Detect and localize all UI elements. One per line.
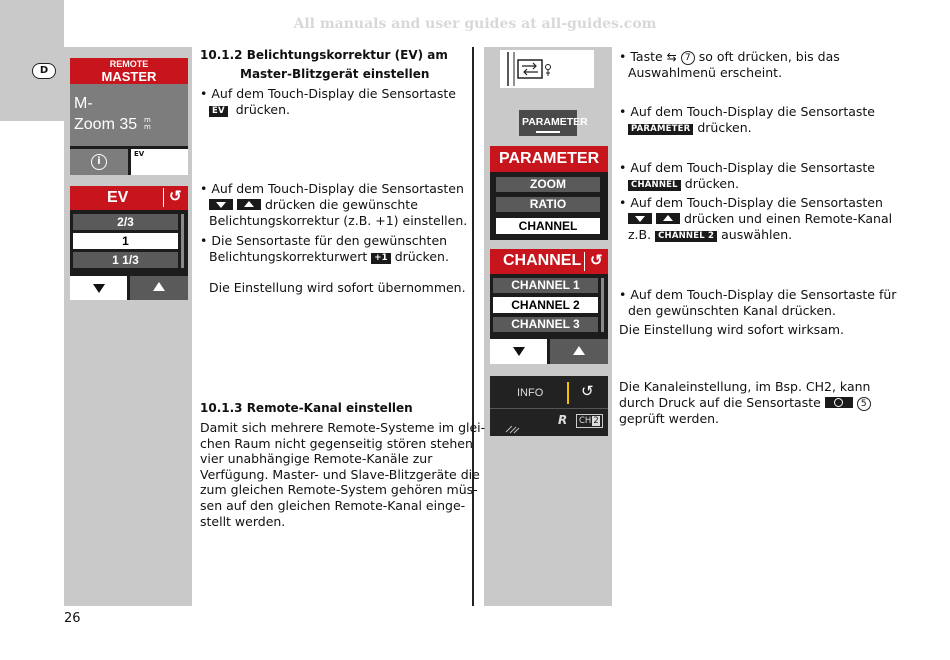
step-taste-line1 (619, 49, 840, 65)
check-line1: Die Kanaleinstellung, im Bsp. CH2, kann (619, 379, 871, 394)
remote-r-label: R (558, 413, 568, 427)
ev-title: EV (107, 189, 129, 206)
ev-step-3-line1: • Die Sensortaste für den gewünschten (200, 233, 448, 248)
master-title-bar (70, 58, 188, 84)
info-separator (567, 382, 569, 404)
check-line2 (619, 395, 871, 411)
section-1013-line: sen auf den gleichen Remote-Kanal einge- (200, 497, 466, 513)
ev-step-3-tail: drücken. (394, 249, 449, 264)
section-1013-line: Damit sich mehrere Remote-Systeme im glei- (200, 420, 486, 435)
ch-label: CH (579, 416, 592, 426)
section-1013-heading: 10.1.3 Remote-Kanal einstellen (200, 401, 413, 415)
info-icon: i (91, 154, 107, 170)
channel-1-item[interactable]: CHANNEL 1 (493, 278, 598, 293)
up-key-icon (656, 213, 680, 224)
ev-step-2-line2 (209, 197, 418, 213)
check-line3: geprüft werden. (619, 411, 720, 426)
section-1012-heading-line2: Master-Blitzgerät einstellen (240, 67, 430, 81)
channel-title: CHANNEL (503, 252, 582, 269)
remote-label: REMOTE (109, 59, 149, 69)
menu-item-zoom[interactable]: ZOOM (496, 177, 600, 192)
parameter-title: PARAMETER (499, 150, 600, 167)
channel-3-item[interactable]: CHANNEL 3 (493, 317, 598, 332)
down-key-icon (209, 199, 233, 210)
check-text-a: durch Druck auf die Sensortaste (619, 395, 821, 410)
info-back-icon[interactable]: ↺ (581, 382, 594, 400)
step-press-line1: • Auf dem Touch-Display die Sensortaste für (619, 287, 897, 302)
section-1013-line: zum gleichen Remote-System gehören müs- (200, 482, 478, 498)
ev-row-1[interactable]: 1 (73, 233, 178, 249)
ev-title-bar (70, 186, 188, 210)
zoom-unit-top: m (144, 116, 151, 124)
ev-screen (70, 186, 188, 300)
master-screen (70, 58, 188, 175)
down-key-icon (628, 213, 652, 224)
section-1012-heading-line1: 10.1.2 Belichtungskorrektur (EV) am (200, 48, 448, 62)
menu-item-ratio[interactable]: RATIO (496, 197, 600, 212)
scroll-down-button[interactable] (70, 276, 127, 300)
step-press-line2: den gewünschten Kanal drücken. (628, 303, 836, 318)
ev-button[interactable] (131, 149, 188, 175)
section-1013-body (200, 420, 485, 529)
parameter-chip: PARAMETER (628, 124, 693, 135)
ev-step-2-line1: • Auf dem Touch-Display die Sensortasten (200, 181, 464, 196)
step-taste-text-b: so oft drücken, bis das (698, 49, 840, 64)
step-select-line3 (628, 227, 792, 243)
language-badge: D (32, 63, 56, 79)
channel-indicator (576, 414, 603, 428)
section-1013-line: chen Raum nicht gegenseitig stören stehen (200, 435, 473, 451)
back-icon[interactable]: ↺ (169, 188, 182, 205)
arrow-up-icon (153, 282, 165, 291)
step-select-tail: drücken und einen Remote-Kanal (683, 211, 893, 226)
ev-row-1-1-3[interactable]: 1 1/3 (73, 252, 178, 268)
channel-scroll-down-button[interactable] (490, 339, 547, 364)
step-channel-line2 (628, 176, 739, 192)
parameter-button[interactable] (519, 110, 588, 136)
ev-button-label: EV (134, 150, 145, 158)
swap-arrows-icon: ⇆ (666, 50, 677, 64)
step-select-line1: • Auf dem Touch-Display die Sensortasten (619, 195, 883, 210)
step-select-line2 (628, 211, 892, 227)
ch-value: 2 (593, 416, 599, 426)
up-key-icon (237, 199, 261, 210)
mode-label: M- (74, 95, 93, 112)
channel-scroll-up-button[interactable] (550, 339, 608, 364)
channel-title-bar (490, 249, 608, 274)
ev-step-3-line2 (209, 249, 449, 265)
scroll-up-button[interactable] (130, 276, 188, 300)
step-press-note: Die Einstellung wird sofort wirksam. (619, 322, 844, 337)
key-number-7: 7 (681, 51, 695, 65)
step-taste-text-a: • Taste (619, 49, 663, 64)
ev-step-1-line1: • Auf dem Touch-Display die Sensortaste (200, 86, 456, 101)
info-button[interactable] (70, 149, 128, 175)
ev-step-2-line3: Belichtungskorrektur (z.B. +1) einstellen. (209, 213, 468, 228)
ev-step-1-tail: drücken. (235, 102, 290, 117)
ev-row-2-3[interactable]: 2/3 (73, 214, 178, 230)
step-parameter-tail: drücken. (697, 120, 752, 135)
channel-chip: CHANNEL (628, 180, 681, 191)
arrow-down-icon (513, 347, 525, 356)
parameter-menu-screen (490, 146, 608, 240)
plus-one-chip: +1 (371, 253, 390, 264)
ev-step-3-text: Belichtungskorrekturwert (209, 249, 368, 264)
parameter-button-label: PARAMETER (522, 116, 588, 128)
device-key-illustration (500, 50, 594, 88)
step-select-text-a: z.B. (628, 227, 652, 242)
channel-menu-screen (490, 249, 608, 364)
ev-title-separator (163, 188, 164, 207)
arrow-up-icon (573, 346, 585, 355)
info-divider (490, 408, 608, 409)
arrow-down-icon (93, 284, 105, 293)
ev-step-2-tail: drücken die gewünschte (264, 197, 418, 212)
step-taste-line2: Auswahlmenü erscheint. (628, 65, 783, 80)
page-number: 26 (64, 611, 81, 626)
channel-2-chip: CHANNEL 2 (655, 231, 717, 242)
step-parameter-line1: • Auf dem Touch-Display die Sensortaste (619, 104, 875, 119)
section-1013-line: stellt werden. (200, 513, 286, 529)
master-mode-panel (70, 84, 188, 146)
zoom-unit (144, 117, 151, 131)
step-channel-line1: • Auf dem Touch-Display die Sensortaste (619, 160, 875, 175)
zoom-label: Zoom 35 (74, 116, 138, 133)
section-1013-line: Verfügung. Master- und Slave-Blitzgeräte die (200, 466, 480, 482)
header-watermark: All manuals and user guides at all-guides.com (293, 16, 657, 32)
ev-step-1-line2 (209, 102, 290, 118)
step-channel-tail: drücken. (684, 176, 740, 191)
channel-2-item[interactable]: CHANNEL 2 (493, 297, 598, 313)
channel-scrollbar[interactable] (601, 278, 604, 332)
info-screen (490, 376, 608, 436)
flash-icon (504, 422, 524, 434)
parameter-title-bar (490, 146, 608, 172)
key-number-5: 5 (857, 397, 871, 411)
parameter-button-underline (536, 131, 560, 133)
channel-title-separator (584, 252, 585, 271)
device-key-icon (500, 50, 594, 88)
ev-note: Die Einstellung wird sofort übernommen. (209, 280, 466, 295)
menu-item-channel[interactable]: CHANNEL (496, 218, 600, 234)
channel-back-icon[interactable]: ↺ (590, 252, 603, 269)
step-parameter-line2 (628, 120, 752, 136)
master-label: MASTER (101, 69, 157, 84)
ev-scrollbar[interactable] (181, 214, 184, 268)
zoom-unit-bottom: m (144, 123, 151, 131)
info-label: INFO (517, 387, 544, 399)
info-key-icon (825, 397, 853, 408)
step-select-text-b: auswählen. (721, 227, 793, 242)
section-1013-line: vier unabhängige Remote-Kanäle zur (200, 451, 433, 467)
ev-chip: EV (209, 106, 228, 117)
